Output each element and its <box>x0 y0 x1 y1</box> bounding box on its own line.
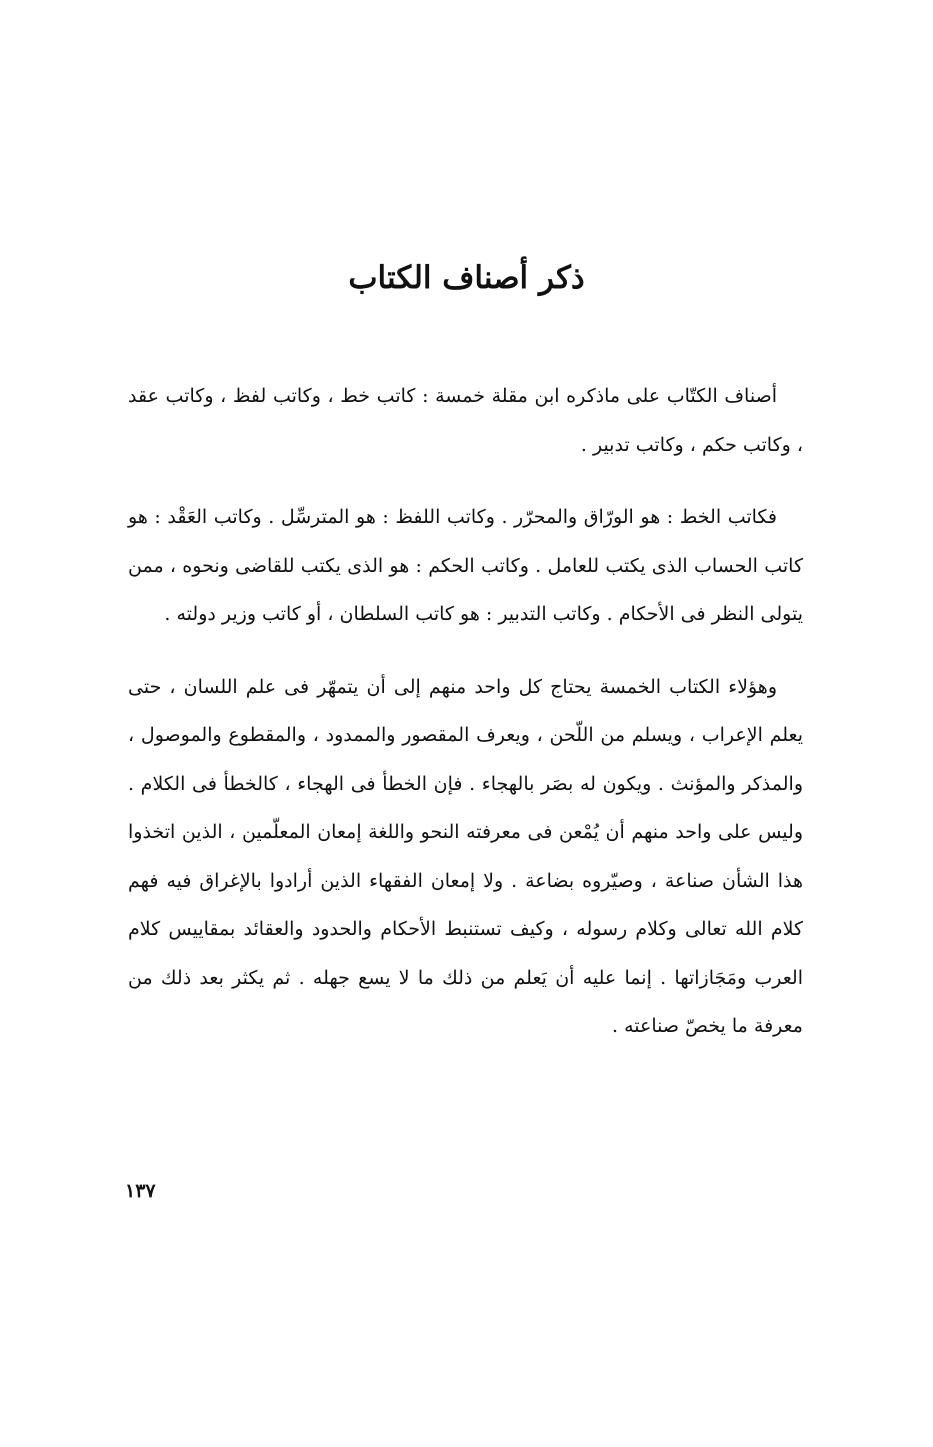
paragraph-1: أصناف الكتّاب على ماذكره ابن مقلة خمسة : كاتب خط ، وكاتب لفظ ، وكاتب عقد ، وكاتب حكم ، وكاتب تدبير . <box>128 385 803 456</box>
chapter-title: ذكر أصناف الكتاب <box>348 260 585 296</box>
body-text <box>128 372 803 1051</box>
page-number: ١٣٧ <box>125 1180 156 1202</box>
paragraph-3: وهؤلاء الكتاب الخمسة يحتاج كل واحد منهم إلى أن يتمهّر فى علم اللسان ، حتى يعلم الإعراب ، ويسلم من اللّحن ، ويعرف المقصور والممدود ، والمقطوع والموصول ، والمذكر والمؤنث . ويكون له بصَر بالهجاء . فإن الخطأ فى الهجاء ، كالخطأ فى الكلام . وليس على واحد منهم أن يُمْعن فى معرفته النحو واللغة إمعان المعلّمين ، الذين اتخذوا هذا الشأن صناعة ، وصيّروه بضاعة . ولا إمعان الفقهاء الذين أرادوا بالإغراق فيه فهم كلام الله تعالى وكلام رسوله ، وكيف تستنبط الأحكام والحدود والعقائد بمقاييس كلام العرب ومَجَازاتها . إنما عليه أن يَعلم من ذلك ما لا يسع جهله . ثم يكثر بعد ذلك من معرفة ما يخصّ صناعته . <box>128 675 803 1037</box>
paragraph-2: فكاتب الخط : هو الورّاق والمحرّر . وكاتب اللفظ : هو المترسِّل . وكاتب العَقْد : هو كاتب الحساب الذى يكتب للعامل . وكاتب الحكم : هو الذى يكتب للقاضى ونحوه ، ممن يتولى النظر فى الأحكام . وكاتب التدبير : هو كاتب السلطان ، أو كاتب وزير دولته . <box>128 506 803 625</box>
